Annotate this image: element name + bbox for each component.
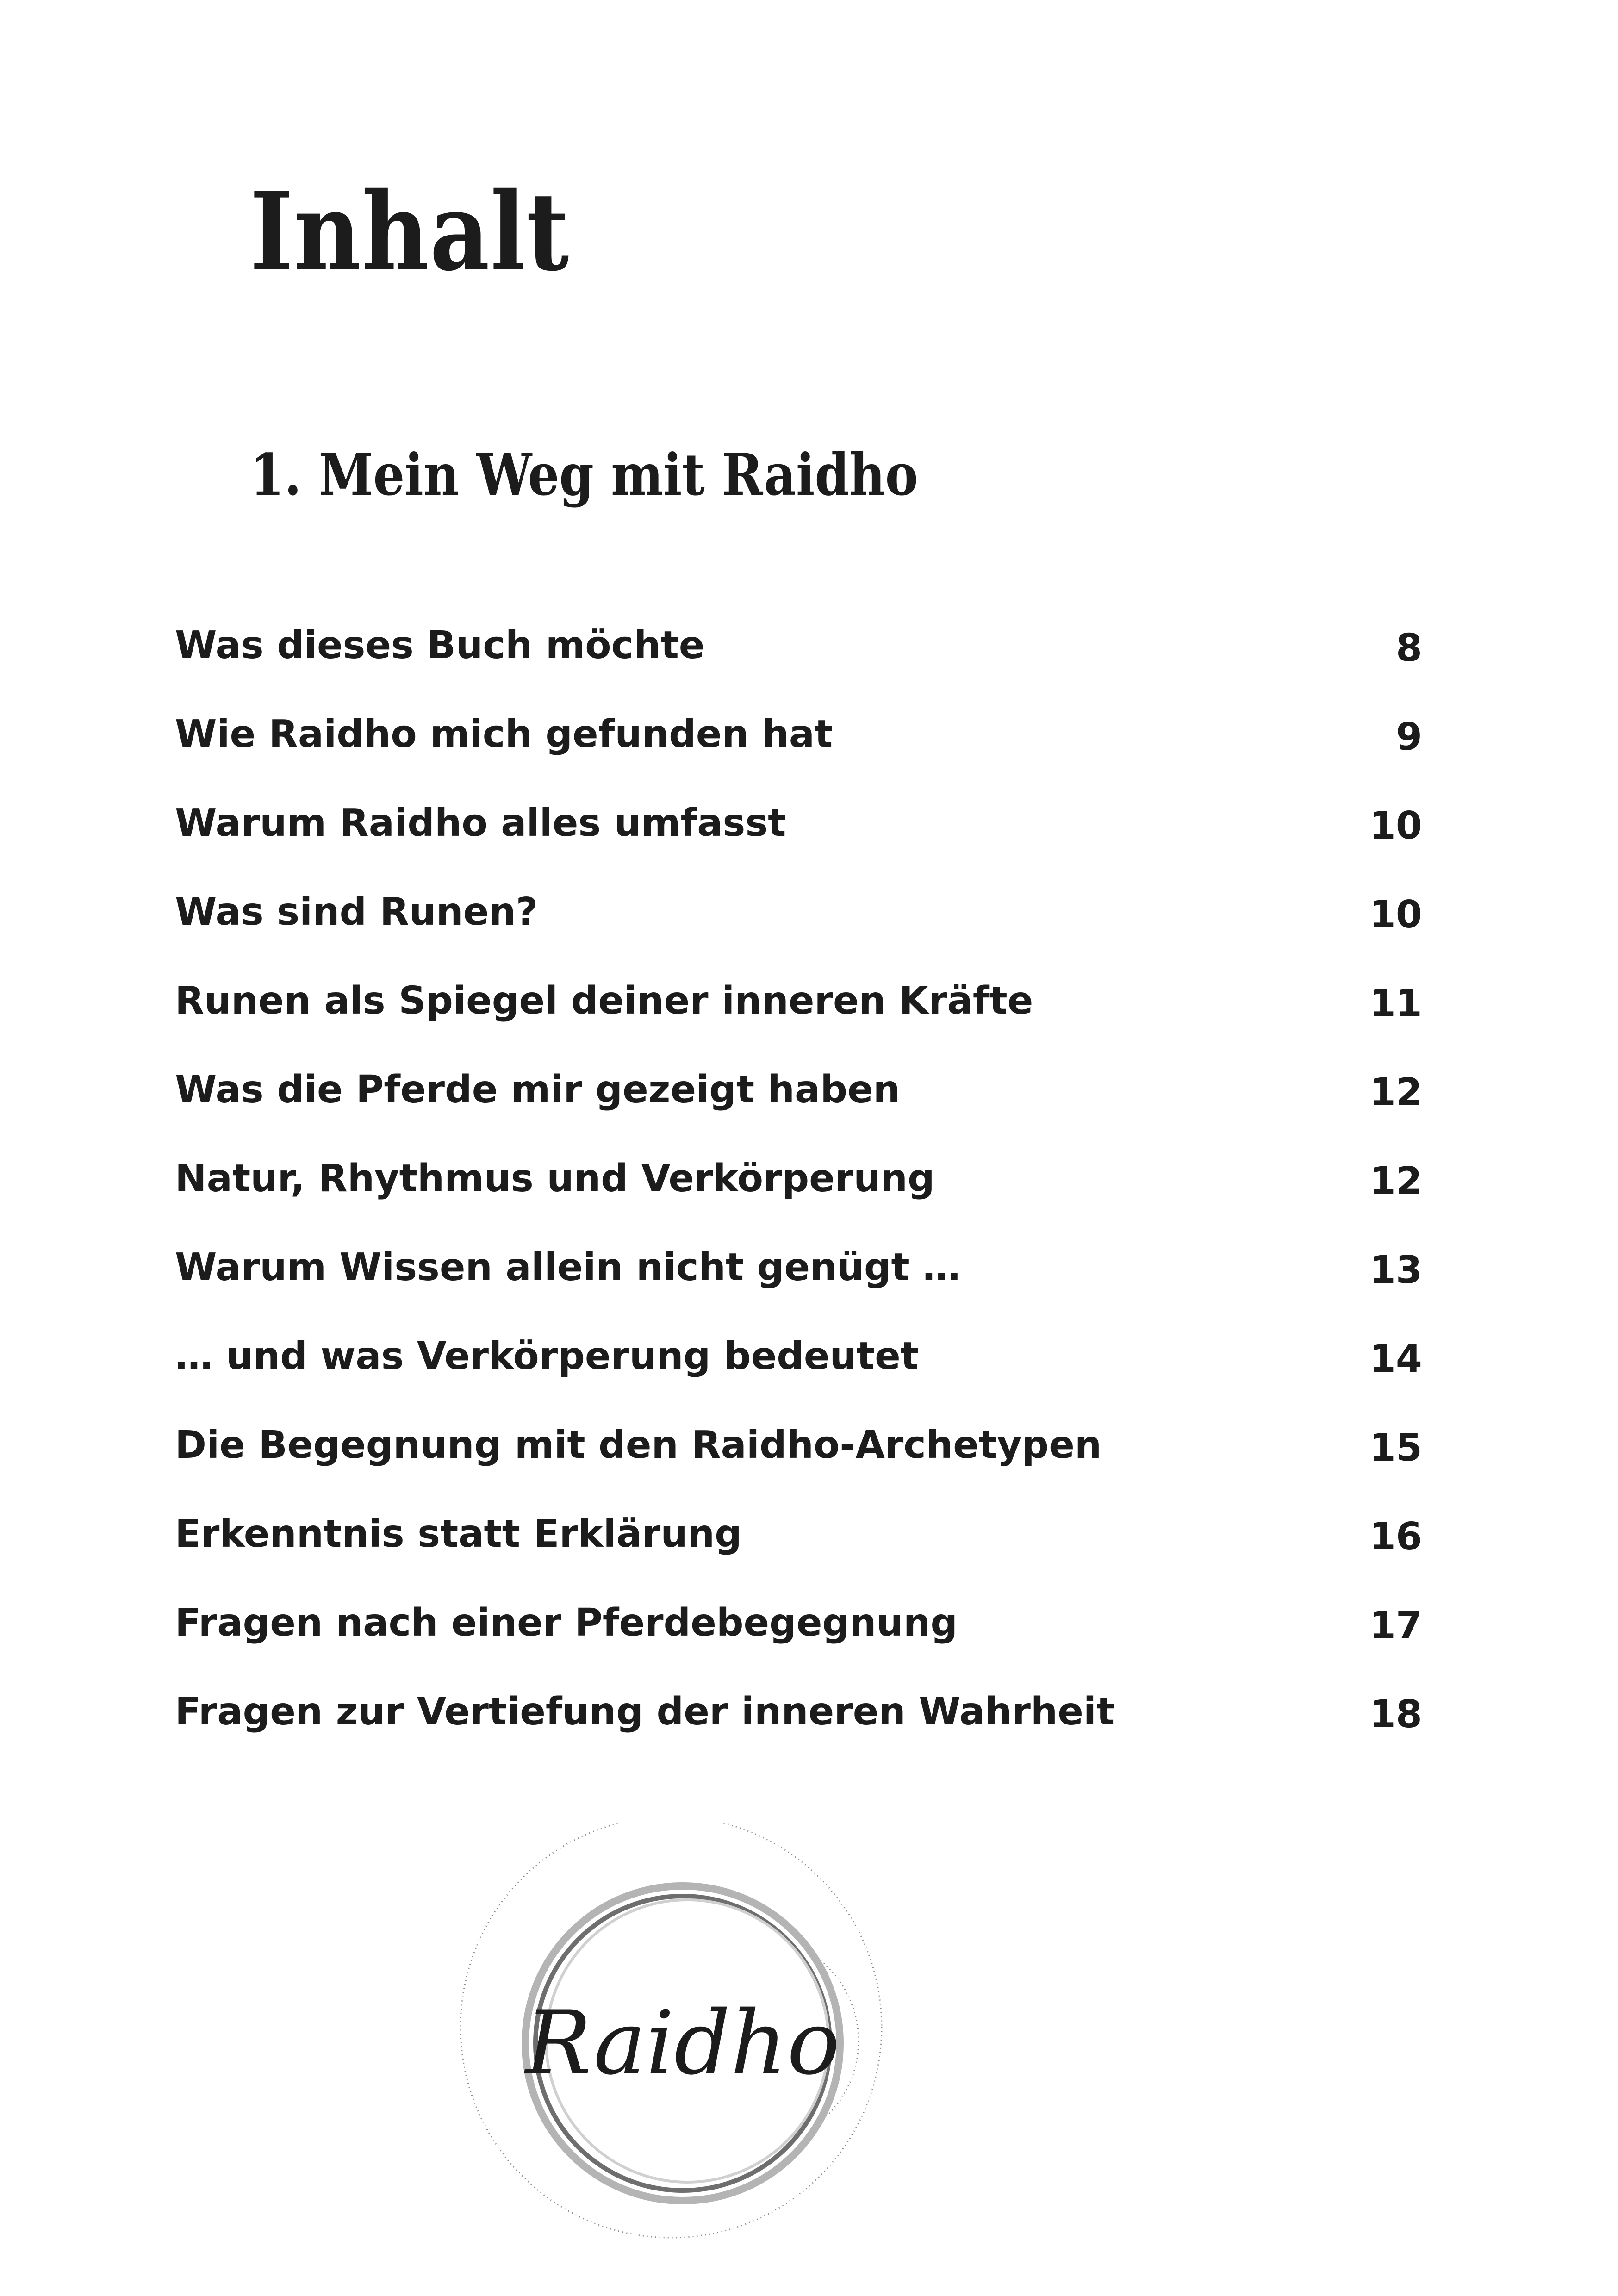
- toc-entry-page-number: 14: [1369, 1337, 1422, 1381]
- toc-entry[interactable]: [175, 1069, 1422, 1158]
- raidho-logo: [458, 1823, 912, 2240]
- toc-entry[interactable]: [175, 625, 1422, 714]
- toc-entry-page-number: 18: [1369, 1692, 1422, 1736]
- toc-entry-title: Fragen zur Vertiefung der inneren Wahrheit: [175, 1690, 1115, 1734]
- toc-entry-page-number: 10: [1369, 893, 1422, 937]
- toc-entry-title: Wie Raidho mich gefunden hat: [175, 712, 833, 756]
- table-of-contents: [175, 625, 1422, 1780]
- toc-entry-title: Die Begegnung mit den Raidho-Archetypen: [175, 1423, 1102, 1467]
- toc-entry[interactable]: [175, 980, 1422, 1069]
- toc-entry[interactable]: [175, 1513, 1422, 1602]
- chapter-title: 1. Mein Weg mit Raidho: [250, 442, 918, 509]
- toc-entry-page-number: 13: [1369, 1248, 1422, 1292]
- toc-entry-page-number: 8: [1395, 626, 1422, 670]
- toc-entry[interactable]: [175, 714, 1422, 803]
- toc-entry[interactable]: [175, 1691, 1422, 1780]
- toc-entry-title: Erkenntnis statt Erklärung: [175, 1512, 742, 1556]
- toc-entry[interactable]: [175, 1336, 1422, 1425]
- toc-entry[interactable]: [175, 891, 1422, 980]
- raidho-logo-graphic: [458, 1823, 912, 2240]
- toc-entry-page-number: 10: [1369, 804, 1422, 848]
- toc-entry-title: Natur, Rhythmus und Verkörperung: [175, 1157, 935, 1201]
- toc-entry-page-number: 17: [1369, 1604, 1422, 1648]
- toc-entry[interactable]: [175, 1425, 1422, 1513]
- toc-entry[interactable]: [175, 1247, 1422, 1336]
- toc-entry[interactable]: [175, 803, 1422, 891]
- toc-entry-title: Fragen nach einer Pferdebegegnung: [175, 1601, 958, 1645]
- toc-entry-title: Warum Wissen allein nicht genügt …: [175, 1245, 961, 1289]
- toc-entry-page-number: 12: [1369, 1070, 1422, 1114]
- toc-entry-page-number: 15: [1369, 1426, 1422, 1470]
- toc-entry-title: Was die Pferde mir gezeigt haben: [175, 1068, 901, 1112]
- toc-entry-page-number: 11: [1369, 982, 1422, 1026]
- toc-entry[interactable]: [175, 1158, 1422, 1247]
- page-title: Inhalt: [250, 168, 570, 295]
- toc-entry-page-number: 16: [1369, 1515, 1422, 1559]
- toc-entry-page-number: 12: [1369, 1159, 1422, 1203]
- logo-wordmark: Raidho: [525, 1992, 840, 2094]
- toc-entry-title: Warum Raidho alles umfasst: [175, 801, 786, 845]
- toc-entry-title: Runen als Spiegel deiner inneren Kräfte: [175, 979, 1033, 1023]
- toc-entry-title: … und was Verkörperung bedeutet: [175, 1334, 919, 1378]
- toc-entry-title: Was dieses Buch möchte: [175, 623, 705, 667]
- toc-entry-title: Was sind Runen?: [175, 890, 538, 934]
- toc-entry-page-number: 9: [1395, 715, 1422, 759]
- toc-entry[interactable]: [175, 1602, 1422, 1691]
